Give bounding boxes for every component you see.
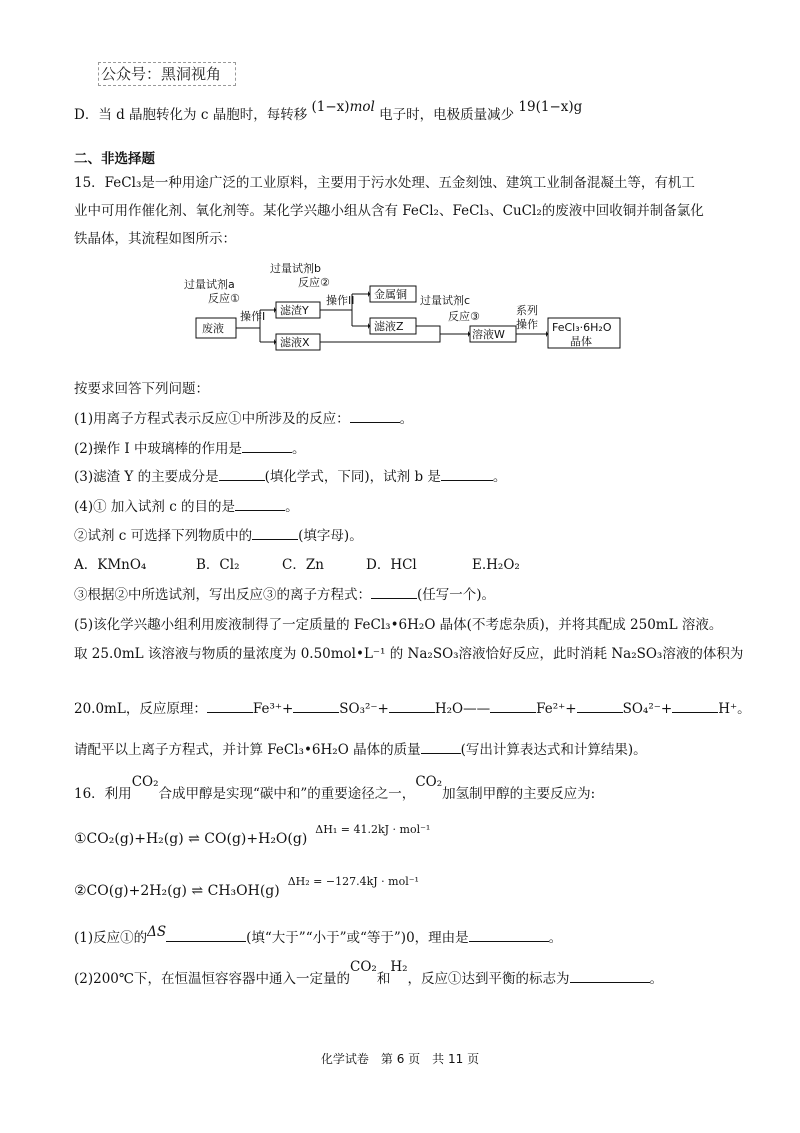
q15-part4-1: (4)① 加入试剂 c 的目的是 。 — [74, 499, 299, 515]
h2-formula: H₂ — [390, 959, 408, 975]
label-reagent-c: 过量试剂c — [420, 294, 471, 307]
label-waste: 废液 — [202, 322, 224, 335]
q16-intro-text3: 加氢制甲醇的主要反应为: — [442, 786, 596, 802]
ion-so3: SO₃²⁻+ — [339, 701, 389, 717]
q15-intro-3: 铁晶体，其流程如图所示： — [74, 231, 236, 247]
q16-intro — [74, 774, 596, 803]
q16-intro-text2: 合成甲醇是实现“碳中和”的重要途径之一， — [158, 786, 416, 802]
q15-options — [74, 556, 520, 574]
ion-so4: SO₄²⁻+ — [622, 701, 673, 717]
ion-h: H⁺。 — [718, 701, 751, 717]
molecule-h2o: H₂O—— — [434, 701, 491, 717]
label-operation: 操作 — [516, 318, 538, 331]
option-e: E.H₂O₂ — [472, 557, 520, 573]
label-op1: 操作I — [240, 310, 266, 323]
answer-blank[interactable] — [166, 929, 246, 942]
answer-blank[interactable] — [252, 527, 298, 540]
option-d-unit: mol — [349, 99, 375, 115]
label-reagent-b: 过量试剂b — [270, 262, 321, 275]
label-reagent-a: 过量试剂a — [184, 278, 235, 291]
answer-blank[interactable] — [672, 700, 718, 713]
answer-blank[interactable] — [389, 700, 435, 713]
process-flowchart — [170, 258, 630, 358]
option-c: C．Zn — [282, 557, 324, 573]
q15-part4-2-text2: (填字母)。 — [298, 528, 363, 544]
answer-blank[interactable] — [371, 586, 417, 599]
q15-part1: (1)用离子方程式表示反应①中所涉及的反应： 。 — [74, 411, 414, 427]
option-d-mass: 19(1−x) — [518, 99, 574, 115]
q15-part4-3-text: ③根据②中所选试剂，写出反应③的离子方程式： — [74, 587, 371, 603]
label-filter-z: 滤液Z — [374, 320, 404, 333]
option-d-amount: (1−x) — [311, 99, 350, 115]
q15-part2: (2)操作 I 中玻璃棒的作用是 。 — [74, 441, 306, 457]
label-copper: 金属铜 — [374, 288, 407, 301]
answer-blank[interactable] — [235, 498, 285, 511]
q15-part5-c-text: 20.0mL，反应原理： — [74, 701, 207, 717]
ion-fe2: Fe²⁺+ — [536, 701, 577, 717]
q15-part3: (3)滤渣 Y 的主要成分是 (填化学式，下同)，试剂 b 是 。 — [74, 469, 507, 485]
q16-part2-and: 和 — [376, 971, 391, 987]
reaction-1-enthalpy: ΔH₁ = 41.2kJ · mol⁻¹ — [315, 823, 431, 836]
q15-part3-text2: (填化学式，下同)，试剂 b 是 — [264, 469, 441, 485]
answer-blank[interactable] — [207, 700, 253, 713]
answer-blank[interactable] — [469, 929, 549, 942]
q15-part1-text: (1)用离子方程式表示反应①中所涉及的反应： — [74, 411, 350, 427]
label-filter-x: 滤液X — [280, 336, 310, 349]
option-d-text2: 电子时，电极质量减少 — [379, 107, 515, 123]
q15-part4-2-text: ②试剂 c 可选择下列物质中的 — [74, 528, 253, 544]
q15-intro-2: 业中可用作催化剂、氧化剂等。某化学兴趣小组从含有 FeCl₂、FeCl₃、CuCl₂的废液中回收铜并制备氯化 — [74, 203, 704, 219]
label-reaction-3: 反应③ — [448, 310, 480, 323]
co2-formula: CO₂ — [415, 774, 443, 790]
q15-part4-2 — [74, 527, 363, 545]
arrow-z-to-w — [416, 326, 468, 334]
q15-part5-d-text2: (写出计算表达式和计算结果)。 — [460, 742, 647, 758]
reaction-2-equation: ②CO(g)+2H₂(g) ⇌ CH₃OH(g) — [74, 883, 280, 899]
label-product-1: FeCl₃·6H₂O — [552, 321, 612, 334]
answer-blank[interactable] — [441, 468, 493, 481]
q15-part5-b: 取 25.0mL 该溶液与物质的量浓度为 0.50mol•L⁻¹ 的 Na₂SO₃溶液恰好反应，此时消耗 Na₂SO₃溶液的体积为 — [74, 646, 744, 662]
label-solution-w: 溶液W — [472, 328, 505, 341]
co2-formula: CO₂ — [131, 774, 159, 790]
q16-part1: (1)反应①的ΔS (填“大于”“小于”或“等于”)0，理由是 。 — [74, 924, 563, 946]
reaction-2-enthalpy: ΔH₂ = −127.4kJ · mol⁻¹ — [287, 875, 419, 888]
section-title: 二、非选择题 — [74, 151, 155, 167]
answer-blank[interactable] — [570, 970, 650, 983]
page-footer: 化学试卷 第 6 页 共 11 页 — [320, 1052, 480, 1066]
q16-intro-text: 16．利用 — [74, 786, 132, 802]
q15-ask: 按要求回答下列问题： — [74, 381, 209, 397]
answer-blank[interactable] — [242, 440, 292, 453]
label-series: 系列 — [516, 304, 538, 317]
watermark-stamp: 公众号：黑洞视角 — [98, 62, 236, 86]
q16-part1-text2: (填“大于”“小于”或“等于”)0，理由是 — [246, 930, 469, 946]
option-b: B．Cl₂ — [196, 557, 240, 573]
q16-part1-text: (1)反应①的 — [74, 930, 148, 946]
q15-part2-text: (2)操作 I 中玻璃棒的作用是 — [74, 441, 243, 457]
q15-part5-d-text: 请配平以上离子方程式，并计算 FeCl₃•6H₂O 晶体的质量 — [74, 742, 421, 758]
option-d: D．HCl — [366, 557, 417, 573]
q15-part4-3-text2: (任写一个)。 — [417, 587, 496, 603]
q15-part5-a: (5)该化学兴趣小组利用废液制得了一定质量的 FeCl₃•6H₂O 晶体(不考虑杂质)，并将其配成 250mL 溶液。 — [74, 617, 723, 633]
option-d-line — [74, 99, 583, 124]
q16-part2-text2: ，反应①达到平衡的标志为 — [407, 971, 570, 987]
q16-part2: (2)200℃下，在恒温恒容容器中通入一定量的CO₂和H₂，反应①达到平衡的标志为 。 — [74, 959, 663, 987]
label-reaction-1: 反应① — [208, 292, 240, 305]
q15-part5-c — [74, 700, 751, 718]
label-reaction-2: 反应② — [298, 276, 330, 289]
ion-fe3: Fe³⁺+ — [252, 701, 294, 717]
q15-part4-1-text: (4)① 加入试剂 c 的目的是 — [74, 499, 236, 515]
label-filter-y: 滤渣Y — [280, 304, 309, 317]
label-op2: 操作II — [326, 294, 355, 307]
answer-blank[interactable] — [293, 700, 339, 713]
co2-formula: CO₂ — [350, 959, 377, 975]
arrow-x-to-w — [320, 334, 440, 342]
label-product-2: 晶体 — [570, 335, 592, 348]
q15-part5-d — [74, 741, 647, 759]
answer-blank[interactable] — [350, 410, 400, 423]
option-d-mass-unit: g — [573, 99, 583, 115]
answer-blank[interactable] — [577, 700, 623, 713]
q15-intro-1: 15．FeCl₃是一种用途广泛的工业原料，主要用于污水处理、五金刻蚀、建筑工业制备混凝土等，有机工 — [74, 175, 695, 191]
entropy-symbol: ΔS — [147, 924, 167, 940]
q15-part3-text: (3)滤渣 Y 的主要成分是 — [74, 469, 219, 485]
answer-blank[interactable] — [219, 468, 265, 481]
option-a: A．KMnO₄ — [74, 557, 147, 573]
reaction-1-equation: ①CO₂(g)+H₂(g) ⇌ CO(g)+H₂O(g) — [74, 831, 308, 847]
answer-blank[interactable] — [490, 700, 536, 713]
answer-blank[interactable] — [421, 741, 461, 754]
q15-part4-3 — [74, 586, 495, 604]
q16-part2-text: (2)200℃下，在恒温恒容容器中通入一定量的 — [74, 971, 350, 987]
option-d-text: D．当 d 晶胞转化为 c 晶胞时，每转移 — [74, 107, 308, 123]
